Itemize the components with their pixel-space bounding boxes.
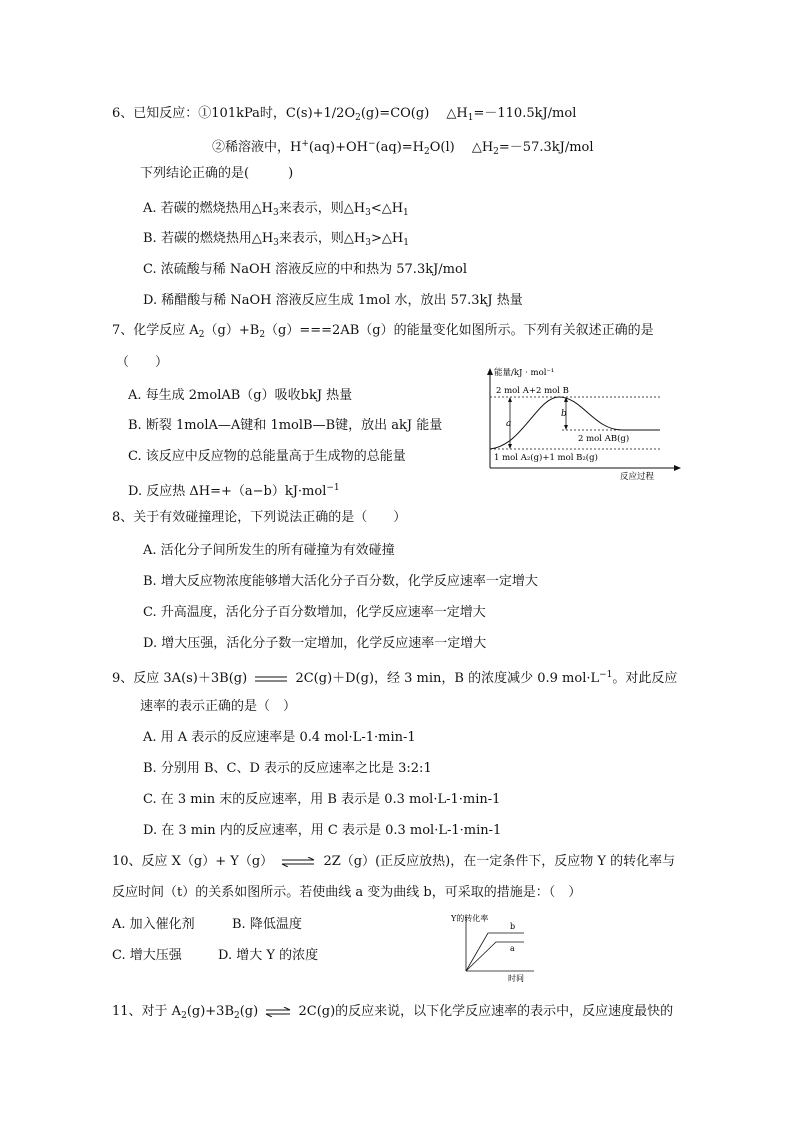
- q7-option-b[interactable]: B. 断裂 1molA—A键和 1molB—B键，放出 akJ 能量: [128, 418, 443, 433]
- q7-paren: （ ）: [116, 355, 169, 370]
- q7-energy-diagram: [482, 364, 682, 482]
- q9-option-d[interactable]: D. 在 3 min 内的反应速率，用 C 表示是 0.3 mol·L-1·min-1: [143, 823, 502, 838]
- q7-option-c[interactable]: C. 该反应中反应物的总能量高于生成物的总能量: [128, 449, 406, 464]
- q7-fig-xlabel: 反应过程: [620, 472, 655, 482]
- q7-option-d[interactable]: D. 反应热 ΔH=+（a−b）kJ·mol$^{-1}$: [128, 483, 340, 499]
- q10-fig-curve-a: a: [510, 944, 515, 953]
- q10-line1: 10、反应 X（g）+ Y（g） 2Z（g）(正反应放热)，在一定条件下，反应物 Y 的转化率与: [112, 854, 676, 869]
- q8-stem: 8、关于有效碰撞理论，下列说法正确的是（ ）: [112, 510, 407, 525]
- q9-option-a[interactable]: A. 用 A 表示的反应速率是 0.4 mol·L-1·min-1: [143, 730, 416, 745]
- q9-line1: 9、反应 3A(s)＋3B(g) 2C(g)＋D(g)，经 3 min，B 的浓度减少 0.9 $mol\cdot L^{-1}$。对此反应: [112, 670, 678, 686]
- q10-option-c[interactable]: C. 增大压强: [112, 948, 182, 963]
- q6-option-d[interactable]: D. 稀醋酸与稀 NaOH 溶液反应生成 1mol 水，放出 57.3kJ 热量: [143, 293, 523, 308]
- q8-option-b[interactable]: B. 增大反应物浓度能够增大活化分子百分数，化学反应速率一定增大: [143, 574, 538, 589]
- q10-line2: 反应时间（t）的关系如图所示。若使曲线 a 变为曲线 b，可采取的措施是：（ ）: [112, 885, 582, 900]
- q6-option-c[interactable]: C. 浓硫酸与稀 NaOH 溶液反应的中和热为 57.3kJ/mol: [143, 262, 467, 277]
- q6-option-b[interactable]: B. 若碳的燃烧热用$\triangle H_3$来表示，则$\triangle H_3>\triangle H_1$: [143, 231, 409, 248]
- q8-option-a[interactable]: A. 活化分子间所发生的所有碰撞为有效碰撞: [143, 543, 395, 558]
- q9-equal-sign-icon: [254, 674, 288, 684]
- q7-fig-a-label: a: [506, 419, 512, 429]
- q6-line1: 6、已知反应：①101kPa时，$C(s)+1/2O_2(g)=CO(g)$ $\triangle H_1=-110.5kJ$/mol: [112, 106, 577, 123]
- q8-option-c[interactable]: C. 升高温度，活化分子百分数增加，化学反应速率一定增大: [143, 605, 486, 620]
- q6-option-a[interactable]: A. 若碳的燃烧热用$\triangle H_3$来表示，则$\triangle H_3<\triangle H_1$: [143, 201, 409, 218]
- q10-option-a[interactable]: A. 加入催化剂: [112, 917, 195, 932]
- q10-option-d[interactable]: D. 增大 Y 的浓度: [218, 948, 319, 963]
- q10-fig-curve-b: b: [510, 922, 516, 931]
- q7-fig-top-label: 2 mol A+2 mol B: [496, 386, 569, 396]
- q7-fig-mid-label: 2 mol AB(g): [578, 434, 630, 444]
- q7-fig-bottom-label: 1 mol A₂(g)+1 mol B₂(g): [494, 453, 598, 463]
- q9-option-b[interactable]: B. 分别用 B、C、D 表示的反应速率之比是 3:2:1: [143, 761, 432, 776]
- q9-line2: 速率的表示正确的是（ ）: [140, 699, 297, 714]
- q6-stem: 下列结论正确的是( ): [140, 166, 294, 181]
- q9-option-c[interactable]: C. 在 3 min 末的反应速率，用 B 表示是 0.3 mol·L-1·min-1: [143, 792, 501, 807]
- q8-option-d[interactable]: D. 增大压强，活化分子数一定增加，化学反应速率一定增大: [143, 636, 487, 651]
- q10-equilibrium-arrow-icon: [280, 857, 316, 867]
- q10-option-b[interactable]: B. 降低温度: [232, 917, 302, 932]
- q10-fig-xlabel: 时间: [508, 974, 524, 983]
- q7-option-a[interactable]: A. 每生成 2molAB（g）吸收bkJ 热量: [128, 388, 353, 403]
- q10-conversion-graph: [448, 913, 540, 983]
- q6-line2: ②稀溶液中，$H^+(aq)+OH^-(aq)=H_2O(l)$ $\triangle H_2=-57.3kJ$/mol: [212, 139, 594, 157]
- q7-fig-b-label: b: [561, 409, 567, 419]
- q11-line: 11、对于 $A_2(g)+3B_2(g)$ 2C(g)的反应来说，以下化学反应速率的表示中，反应速度最快的: [112, 1004, 674, 1021]
- q7-line1: 7、化学反应 $A_2(g)+B_2(g)===2AB(g)$的能量变化如图所示。下列有关叙述正确的是: [112, 323, 654, 340]
- q7-fig-ylabel: 能量/kJ · mol⁻¹: [494, 368, 555, 378]
- q11-equilibrium-arrow-icon: [264, 1007, 292, 1017]
- q10-fig-ylabel-1: Y的转化率: [451, 914, 489, 923]
